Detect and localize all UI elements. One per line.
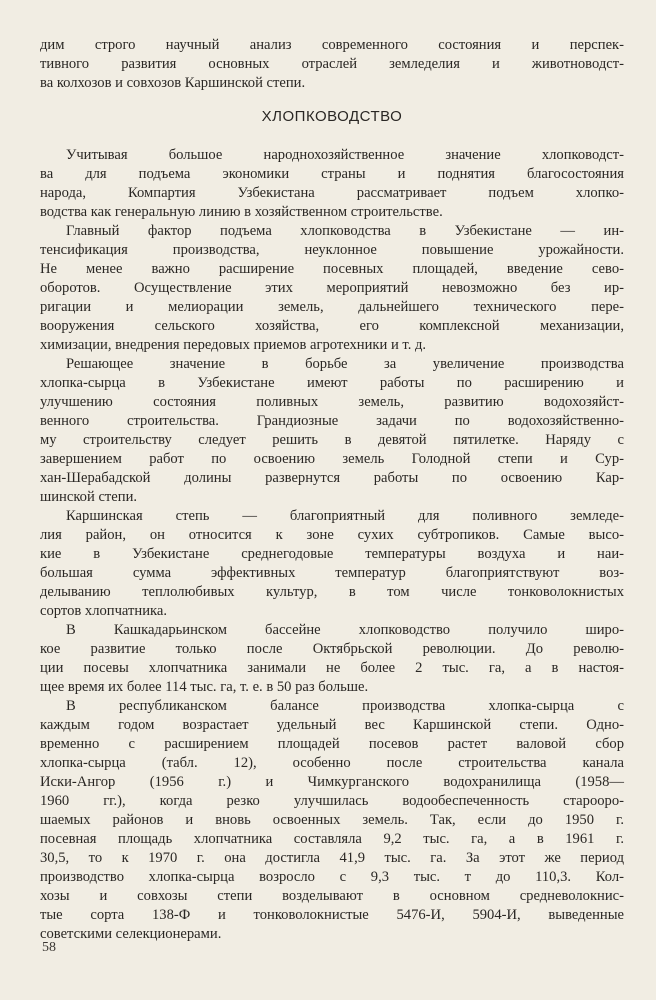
text-line: тенсификация производства, неуклонное повышение урожайности. [40, 242, 624, 258]
text-line: В Кашкадарьинском бассейне хлопководство получило широ- [66, 622, 624, 638]
text-line: му строительству следует решить в девятой пятилетке. Наряду с [40, 432, 624, 448]
text-line: ции посевы хлопчатника занимали не более 2 тыс. га, а в настоя- [40, 660, 624, 676]
text-line: хозы и совхозы степи возделывают в основном средневолокнис- [40, 888, 624, 904]
text-line: улучшению состояния поливных земель, развитию водохозяйст- [40, 394, 624, 410]
text-line: советскими селекционерами. [40, 926, 222, 942]
text-line: 30,5, то к 1970 г. она достигла 41,9 тыс. га. За этот же период [40, 850, 624, 866]
text-line: шаемых районов и вновь освоенных земель. Так, если до 1950 г. [40, 812, 624, 828]
text-line: Каршинская степь — благоприятный для поливного земледе- [66, 508, 624, 524]
text-line: Решающее значение в борьбе за увеличение производства [66, 356, 624, 372]
text-line: производство хлопка-сырца возросло с 9,3 тыс. т до 110,3. Кол- [40, 869, 624, 885]
section-heading: ХЛОПКОВОДСТВО [261, 108, 403, 125]
paragraph [40, 222, 624, 355]
text-line: завершением работ по освоению земель Голодной степи и Сур- [40, 451, 624, 467]
text-line: венного строительства. Грандиозные задачи по водохозяйственно- [40, 413, 624, 429]
text-line: тые сорта 138-Ф и тонковолокнистые 5476-И, 5904-И, выведенные [40, 907, 624, 923]
text-line: хан-Шерабадской долины развернутся работы по освоению Кар- [40, 470, 624, 486]
text-line: оборотов. Осуществление этих мероприятий невозможно без ир- [40, 280, 624, 296]
page-number: 58 [42, 940, 56, 955]
paragraph [40, 507, 624, 621]
text-line: шинской степи. [40, 489, 138, 505]
paragraph [40, 621, 624, 697]
text-line: тивного развития основных отраслей земледелия и животноводст- [40, 56, 624, 72]
text-line: кие в Узбекистане среднегодовые температуры воздуха и наи- [40, 546, 624, 562]
text-line: хлопка-сырца (табл. 12), особенно после строительства канала [40, 755, 624, 771]
paragraph [40, 355, 624, 507]
text-line: кое развитие только после Октябрьской революции. До револю- [40, 641, 624, 657]
text-line: 1960 гг.), когда резко улучшилась водообеспеченность старооро- [40, 793, 624, 809]
text-line: дим строго научный анализ современного состояния и перспек- [40, 37, 624, 53]
text-line: большая сумма эффективных температур благоприятствуют воз- [40, 565, 624, 581]
paragraph [40, 697, 624, 944]
text-line: сортов хлопчатника. [40, 603, 168, 619]
text-line: щее время их более 114 тыс. га, т. е. в 50 раз больше. [40, 679, 369, 695]
text-line: ва для подъема экономики страны и поднятия благосостояния [40, 166, 624, 182]
text-line: водства как генеральную линию в хозяйственном строительстве. [40, 204, 443, 220]
text-line: химизации, внедрения передовых приемов агротехники и т. д. [40, 337, 427, 353]
text-line: Учитывая большое народнохозяйственное значение хлопководст- [66, 147, 624, 163]
section-body [40, 146, 624, 944]
text-line: вооружения сельского хозяйства, его комплексной механизации, [40, 318, 624, 334]
text-line: Иски-Ангор (1956 г.) и Чимкурганского водохранилища (1958— [40, 774, 624, 790]
text-line: В республиканском балансе производства хлопка-сырца с [66, 698, 624, 714]
intro-paragraph [40, 36, 624, 93]
text-line: ва колхозов и совхозов Каршинской степи. [40, 75, 306, 91]
paragraph [40, 146, 624, 222]
text-line: Главный фактор подъема хлопководства в Узбекистане — ин- [66, 223, 624, 239]
text-line: временно с расширением площадей посевов растет валовой сбор [40, 736, 624, 752]
text-line: народа, Компартия Узбекистана рассматривает подъем хлопко- [40, 185, 624, 201]
text-line: ригации и мелиорации земель, дальнейшего технического пере- [40, 299, 624, 315]
text-line: Не менее важно расширение посевных площадей, введение сево- [40, 261, 624, 277]
text-line: каждым годом возрастает удельный вес Каршинской степи. Одно- [40, 717, 624, 733]
text-line: посевная площадь хлопчатника составляла 9,2 тыс. га, а в 1961 г. [40, 831, 624, 847]
text-line: делыванию теплолюбивых культур, в том числе тонковолокнистых [40, 584, 624, 600]
text-line: лия район, он относится к зоне сухих субтропиков. Самые высо- [40, 527, 624, 543]
text-line: хлопка-сырца в Узбекистане имеют работы по расширению и [40, 375, 624, 391]
